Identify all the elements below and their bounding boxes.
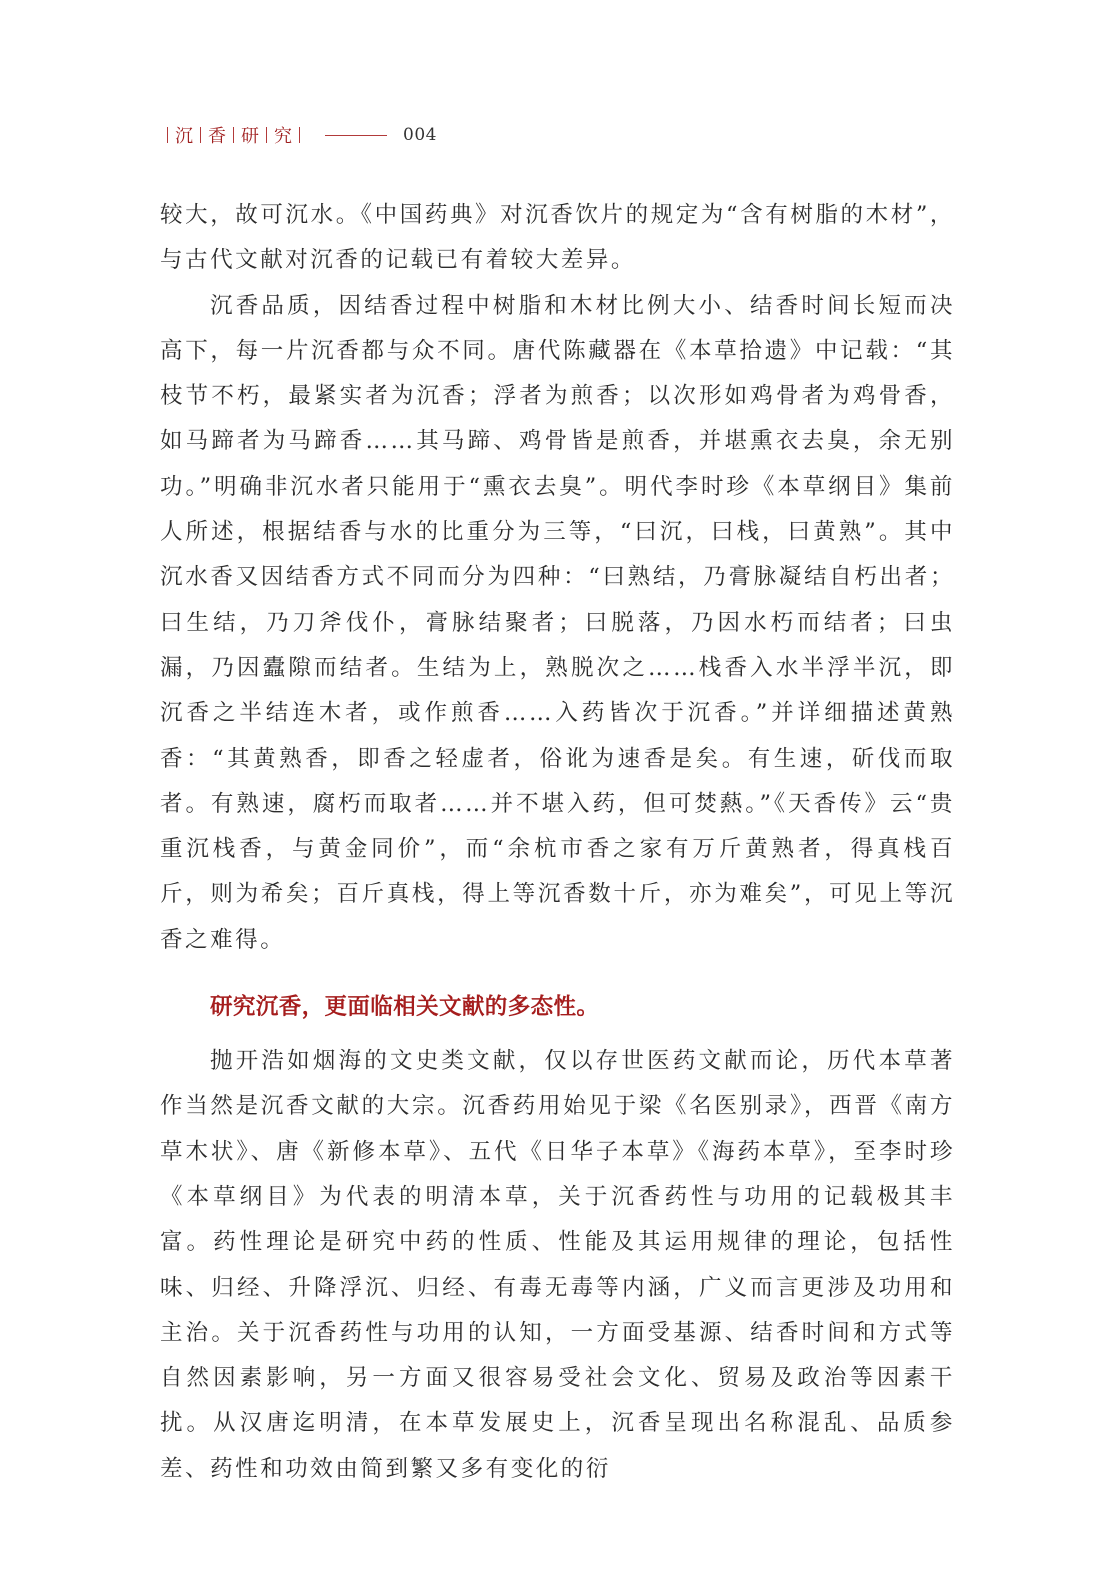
page-number: 004 [403,125,437,145]
title-separator [200,127,201,143]
book-title-char: 香 [208,126,226,147]
title-separator [299,127,300,143]
title-separator [266,127,267,143]
book-title-char: 研 [241,126,259,147]
paragraph-literature: 抛开浩如烟海的文史类文献，仅以存世医药文献而论，历代本草著作当然是沉香文献的大宗。沉香药用始见于梁《名医别录》，西晋《南方草木状》、唐《新修本草》、五代《日华子本草》《海药本草》，至李时珍《本草纲目》为代表的明清本草，关于沉香药性与功用的记载极其丰富。药性理论是研究中药的性质、性能及其运用规律的理论，包括性味、归经、升降浮沉、归经、有毒无毒等内涵，广义而言更涉及功用和主治。关于沉香药性与功用的认知，一方面受基源、结香时间和方式等自然因素影响，另一方面又很容易受社会文化、贸易及政治等因素干扰。从汉唐迄明清，在本草发展史上，沉香呈现出名称混乱、品质参差、药性和功效由简到繁又多有变化的衍 [160,1048,955,1482]
book-title-char: 究 [274,126,292,147]
running-header [160,120,437,150]
page-body [160,193,955,1492]
title-separator [167,127,168,143]
section-subheading: 研究沉香，更面临相关文献的多态性。 [210,994,600,1021]
book-title [160,122,307,148]
paragraph-agarwood-quality: 沉香品质，因结香过程中树脂和木材比例大小、结香时间长短而决高下，每一片沉香都与众不同。唐代陈藏器在《本草拾遗》中记载：“其枝节不朽，最紧实者为沉香；浮者为煎香；以次形如鸡骨者为鸡骨香，如马蹄者为马蹄香……其马蹄、鸡骨皆是煎香，并堪熏衣去臭，余无别功。”明确非沉水者只能用于“熏衣去臭”。明代李时珍《本草纲目》集前人所述，根据结香与水的比重分为三等，“曰沉，曰栈，曰黄熟”。其中沉水香又因结香方式不同而分为四种：“曰熟结，乃膏脉凝结自朽出者；曰生结，乃刀斧伐仆，膏脉结聚者；曰脱落，乃因水朽而结者；曰虫漏，乃因蠹隙而结者。生结为上，熟脱次之……栈香入水半浮半沉，即沉香之半结连木者，或作煎香……入药皆次于沉香。”并详细描述黄熟香：“其黄熟香，即香之轻虚者，俗讹为速香是矣。有生速，斫伐而取者。有熟速，腐朽而取者……并不堪入药，但可焚爇。”《天香传》云“贵重沉栈香，与黄金同价”，而“余杭市香之家有万斤黄熟者，得真栈百斤，则为希矣；百斤真栈，得上等沉香数十斤，亦为难矣”，可见上等沉香之难得。 [160,292,955,953]
title-separator [233,127,234,143]
book-title-char: 沉 [175,126,193,147]
paragraph-continued: 较大，故可沉水。《中国药典》对沉香饮片的规定为“含有树脂的木材”，与古代文献对沉香的记载已有着较大差异。 [160,202,955,274]
header-rule [325,135,387,136]
